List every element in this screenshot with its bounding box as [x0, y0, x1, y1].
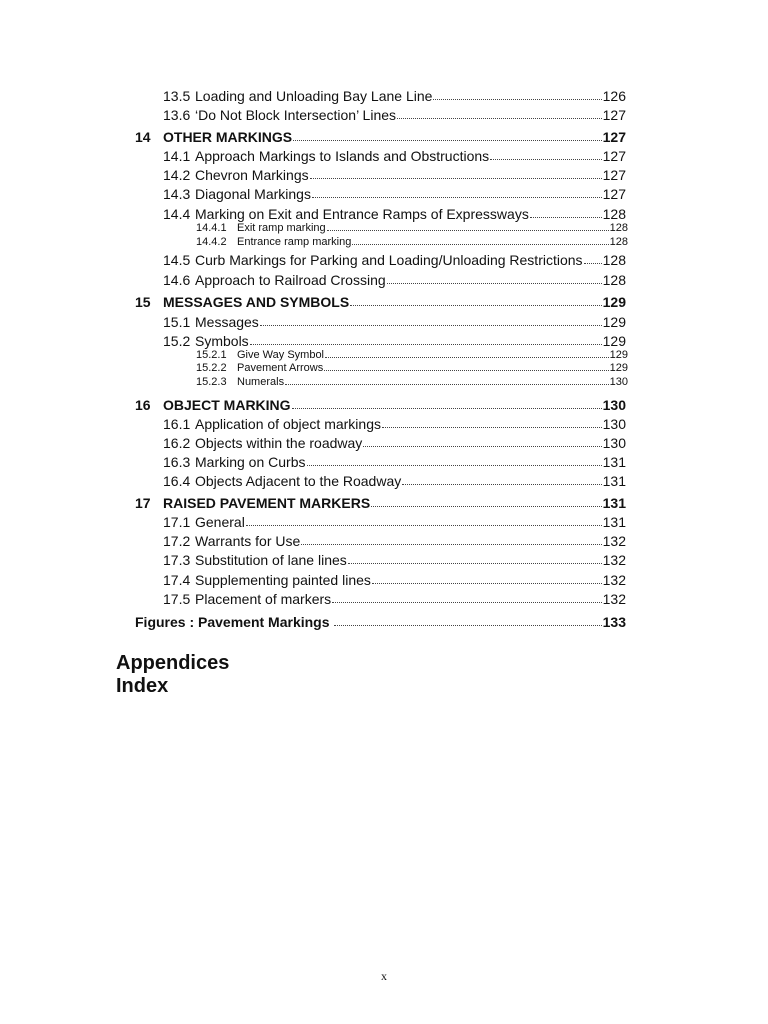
toc-entry-title: Application of object markings [195, 416, 381, 432]
toc-entry-page: 127 [602, 167, 626, 183]
toc-entry[interactable] [163, 454, 626, 470]
dot-leader [348, 563, 602, 564]
toc-entry[interactable] [163, 333, 626, 349]
toc-entry-page: 132 [602, 552, 626, 568]
toc-entry[interactable] [163, 206, 626, 222]
toc-entry-page: 127 [602, 129, 626, 145]
toc-entry[interactable] [163, 473, 626, 489]
toc-subentry[interactable] [196, 349, 628, 361]
toc-chapter[interactable] [135, 129, 626, 145]
toc-entry-title: Figures : Pavement Markings [135, 614, 330, 630]
dot-leader [350, 305, 601, 306]
toc-entry[interactable] [163, 186, 626, 202]
toc-entry-number: 14.6 [163, 272, 191, 288]
dot-leader [397, 118, 602, 119]
toc-entry[interactable] [163, 107, 626, 123]
toc-entry-title: Substitution of lane lines [195, 552, 347, 568]
toc-entry[interactable] [163, 148, 626, 164]
dot-leader [307, 465, 602, 466]
toc-entry-title: ‘Do Not Block Intersection’ Lines [195, 107, 397, 123]
toc-entry-title: Symbols [195, 333, 249, 349]
toc-entry[interactable] [163, 88, 626, 104]
toc-entry[interactable] [163, 533, 626, 549]
toc-entry-title: Pavement Arrows [237, 362, 324, 374]
toc-entry-page: 131 [602, 514, 626, 530]
toc-entry-page: 127 [602, 107, 626, 123]
toc-entry-number: 16.1 [163, 416, 191, 432]
toc-entry-number: 13.6 [163, 107, 191, 123]
dot-leader [250, 344, 602, 345]
toc-entry-page: 132 [602, 533, 626, 549]
dot-leader [584, 263, 602, 264]
toc-entry-number: 16 [135, 397, 151, 413]
dot-leader [312, 197, 602, 198]
toc-entry-title: Messages [195, 314, 259, 330]
toc-entry-number: 16.4 [163, 473, 191, 489]
toc-entry-page: 127 [602, 186, 626, 202]
toc-entry-page: 132 [602, 591, 626, 607]
dot-leader [301, 544, 601, 545]
toc-entry-page: 129 [602, 333, 626, 349]
toc-entry-page: 130 [602, 416, 626, 432]
toc-entry-number: 17.3 [163, 552, 191, 568]
dot-leader [285, 384, 609, 385]
toc-entry[interactable] [163, 252, 626, 268]
toc-entry-page: 130 [609, 376, 628, 388]
toc-entry-page: 126 [602, 88, 626, 104]
dot-leader [246, 525, 602, 526]
toc-entry-page: 132 [602, 572, 626, 588]
dot-leader [324, 370, 608, 371]
toc-entry-number: 14.4 [163, 206, 191, 222]
toc-chapter[interactable] [135, 294, 626, 310]
toc-entry-title: Curb Markings for Parking and Loading/Unloading Restrictions [195, 252, 583, 268]
toc-entry-page: 133 [602, 614, 626, 630]
toc-entry-title: Supplementing painted lines [195, 572, 371, 588]
toc-entry-title: Placement of markers [195, 591, 332, 607]
toc-entry-title: Entrance ramp marking [237, 236, 352, 248]
dot-leader [490, 159, 601, 160]
dot-leader [433, 99, 601, 100]
toc-entry-page: 128 [602, 206, 626, 222]
toc-entry-title: OTHER MARKINGS [163, 129, 293, 145]
toc-entry-title: RAISED PAVEMENT MARKERS [163, 495, 371, 511]
dot-leader [363, 446, 601, 447]
toc-entry-page: 129 [609, 362, 628, 374]
toc-entry-title: General [195, 514, 245, 530]
toc-entry-page: 127 [602, 148, 626, 164]
toc-entry-title: Numerals [237, 376, 285, 388]
toc-entry-title: Approach to Railroad Crossing [195, 272, 386, 288]
toc-entry[interactable] [163, 552, 626, 568]
toc-entry[interactable] [163, 591, 626, 607]
toc-entry-page: 129 [609, 349, 628, 361]
appendices-heading[interactable]: Appendices [116, 652, 230, 674]
toc-entry-title: MESSAGES AND SYMBOLS [163, 294, 350, 310]
toc-entry[interactable] [163, 514, 626, 530]
toc-entry-page: 129 [602, 314, 626, 330]
toc-entry-page: 128 [609, 236, 628, 248]
dot-leader [371, 506, 601, 507]
toc-entry-number: 13.5 [163, 88, 191, 104]
toc-subentry[interactable] [196, 376, 628, 388]
toc-entry-page: 131 [602, 454, 626, 470]
toc-entry-number: 15.2.2 [196, 362, 227, 374]
toc-entry[interactable] [163, 572, 626, 588]
toc-entry-number: 16.2 [163, 435, 191, 451]
toc-entry-title: Approach Markings to Islands and Obstructions [195, 148, 490, 164]
toc-entry-page: 131 [602, 495, 626, 511]
toc-entry-title: Chevron Markings [195, 167, 309, 183]
toc-entry-page: 128 [609, 222, 628, 234]
toc-entry-page: 131 [602, 473, 626, 489]
toc-entry-number: 15.2 [163, 333, 191, 349]
toc-entry-number: 14.4.1 [196, 222, 227, 234]
toc-entry-number: 14.2 [163, 167, 191, 183]
toc-figures-entry[interactable] [135, 614, 626, 630]
toc-entry-number: 15.2.3 [196, 376, 227, 388]
toc-subentry[interactable] [196, 222, 628, 234]
dot-leader [382, 427, 602, 428]
toc-entry-number: 14.3 [163, 186, 191, 202]
toc-entry-title: Loading and Unloading Bay Lane Line [195, 88, 433, 104]
toc-entry-number: 17.5 [163, 591, 191, 607]
toc-entry-number: 17.2 [163, 533, 191, 549]
toc-entry-title: Diagonal Markings [195, 186, 311, 202]
toc-subentry[interactable] [196, 362, 628, 374]
dot-leader [292, 408, 602, 409]
page-number: x [381, 969, 387, 983]
toc-entry-number: 17.4 [163, 572, 191, 588]
toc-entry-page: 129 [602, 294, 626, 310]
toc-entry-title: Give Way Symbol [237, 349, 325, 361]
toc-entry[interactable] [163, 272, 626, 288]
dot-leader [372, 583, 602, 584]
dot-leader [334, 625, 602, 626]
toc-entry-title: OBJECT MARKING [163, 397, 291, 413]
toc-entry-title: Objects within the roadway [195, 435, 363, 451]
toc-entry-number: 14.1 [163, 148, 191, 164]
dot-leader [293, 140, 602, 141]
toc-entry-number: 15 [135, 294, 151, 310]
toc-entry-title: Marking on Curbs [195, 454, 306, 470]
toc-chapter[interactable] [135, 397, 626, 413]
toc-entry-page: 128 [602, 252, 626, 268]
toc-entry-page: 130 [602, 435, 626, 451]
toc-entry-number: 16.3 [163, 454, 191, 470]
dot-leader [327, 230, 609, 231]
toc-entry-title: Exit ramp marking [237, 222, 326, 234]
toc-entry-number: 15.1 [163, 314, 191, 330]
toc-entry-number: 15.2.1 [196, 349, 227, 361]
dot-leader [325, 357, 609, 358]
toc-entry[interactable] [163, 167, 626, 183]
toc-entry-number: 14.4.2 [196, 236, 227, 248]
toc-entry-title: Warrants for Use [195, 533, 301, 549]
toc-entry[interactable] [163, 435, 626, 451]
dot-leader [387, 283, 602, 284]
toc-entry-number: 14.5 [163, 252, 191, 268]
dot-leader [260, 325, 602, 326]
toc-entry-number: 17 [135, 495, 151, 511]
toc-entry-title: Objects Adjacent to the Roadway [195, 473, 402, 489]
toc-entry-number: 14 [135, 129, 151, 145]
toc-entry-page: 130 [602, 397, 626, 413]
toc-entry-page: 128 [602, 272, 626, 288]
dot-leader [530, 217, 602, 218]
toc-entry[interactable] [163, 314, 626, 330]
toc-entry[interactable] [163, 416, 626, 432]
toc-subentry[interactable] [196, 236, 628, 248]
index-heading[interactable]: Index [116, 675, 169, 697]
dot-leader [402, 484, 601, 485]
dot-leader [352, 244, 608, 245]
dot-leader [310, 178, 602, 179]
toc-chapter[interactable] [135, 495, 626, 511]
toc-entry-number: 17.1 [163, 514, 191, 530]
dot-leader [332, 602, 601, 603]
toc-entry-title: Marking on Exit and Entrance Ramps of Expressways [195, 206, 529, 222]
